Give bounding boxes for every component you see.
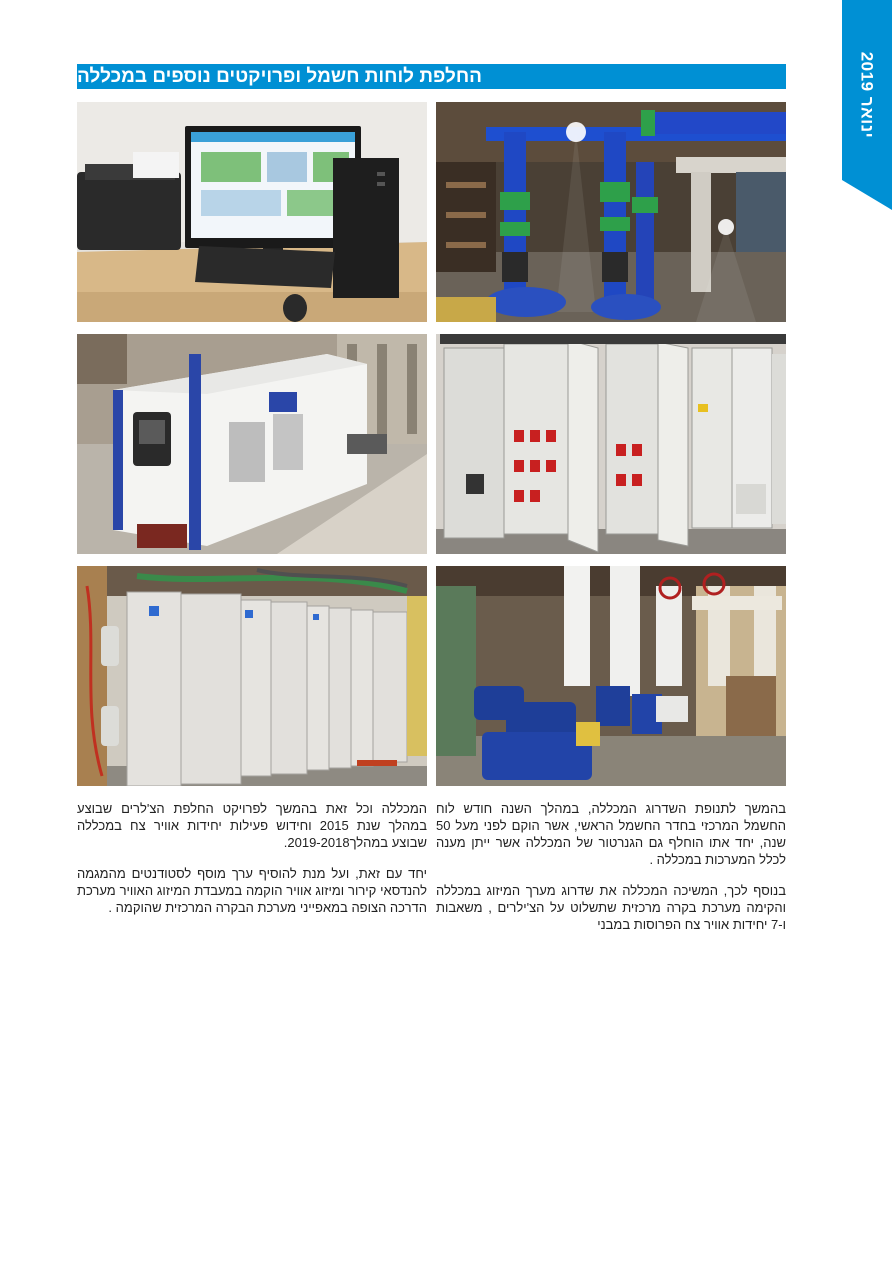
photo-bms-workstation	[77, 102, 427, 322]
text-column-left	[77, 800, 427, 930]
section-title: החלפת לוחות חשמל ופרויקטים נוספים במכללה	[77, 66, 482, 87]
paragraph-chillers-continuation: המכללה וכל זאת בהמשך לפרויקט החלפת הצ'לרים שבוצע במהלך שנת 2015 וחידוש פעילות יחידות אוויר צח במכללה שבוצע במהלך2019-2018.	[77, 801, 428, 850]
date-side-tab	[842, 0, 892, 210]
photo-chiller-pumps	[436, 566, 786, 786]
photo-electrical-panels	[436, 334, 786, 554]
side-tab-label: ינואר 2019	[856, 51, 876, 139]
paragraph-hvac-control: בנוסף לכך, המשיכה המכללה את שדרוג מערך המיזוג במכללה והקימה מערכת בקרה מרכזית שתשלוט על הצ'ילרים , משאבות ו-7 יחידות אוויר צח הפרוסות במבני	[436, 883, 786, 932]
paragraph-student-lab: יחד עם זאת, ועל מנת להוסיף ערך מוסף לסטודנטים מהמגמה להנדסאי קירור ומיזוג אוויר הוקמה במעבדת המיזוג האוויר מערכת הדרכה הצופה במאפייני מערכת הבקרה המרכזית שהוקמה .	[77, 866, 427, 915]
text-column-right	[436, 800, 786, 947]
photo-generator	[77, 334, 427, 554]
section-title-bar	[77, 64, 786, 89]
photo-control-cabinets	[77, 566, 427, 786]
photo-pump-room-pipes	[436, 102, 786, 322]
paragraph-panel-generator: בהמשך לתנופת השדרוג המכללה, במהלך השנה חודש לוח החשמל המרכזי בחדר החשמל הראשי, אשר הוקם לפני מעל 50 שנה, יחד אתו הוחלף גם הגנרטור של המכללה אשר ייתן מענה לכלל המערכות במכללה .	[436, 801, 786, 867]
